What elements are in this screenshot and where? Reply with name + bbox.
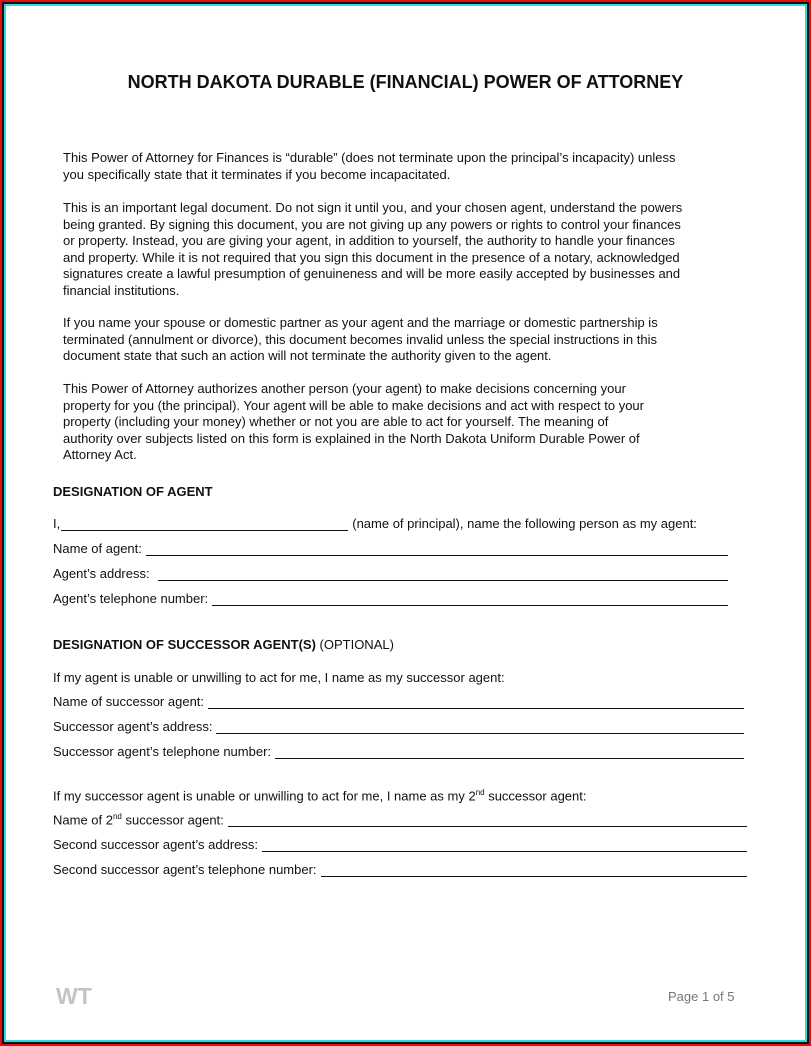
intro2-text-end: successor agent: [484, 788, 587, 804]
paragraph-line: document state that such an action will not terminate the authority given to the agent. [63, 348, 552, 363]
principal-suffix: (name of principal), name the following person as my agent: [352, 516, 697, 531]
successor-phone-field[interactable] [275, 746, 744, 759]
agent-phone-label: Agent’s telephone number: [53, 591, 209, 606]
page-number: Page 1 of 5 [668, 989, 735, 1004]
paragraph-line: and property. While it is not required that you sign this document in the presence of a notary, acknowledged [63, 249, 680, 265]
document-title: NORTH DAKOTA DURABLE (FINANCIAL) POWER OF ATTORNEY [127, 72, 684, 92]
successor-phone-label: Successor agent’s telephone number: [53, 744, 272, 759]
second-successor-name-label [53, 812, 224, 827]
instruction-paragraph [63, 381, 763, 464]
second-successor-phone-field[interactable] [321, 864, 747, 877]
second-successor-address-field[interactable] [262, 839, 747, 852]
paragraph-line: Attorney Act. [63, 447, 137, 462]
second-successor-name-row [53, 812, 747, 827]
paragraph-line: terminated (annulment or divorce), this document becomes invalid unless the special instructions in this [63, 331, 657, 347]
principal-prefix: I, [53, 516, 61, 531]
paragraph-line: If you name your spouse or domestic partner as your agent and the marriage or domestic partnership is [63, 315, 658, 330]
successor-name-row [53, 694, 744, 709]
intro2-text: If my successor agent is unable or unwilling to act for me, I name as my 2 [53, 788, 476, 804]
name2-text-end: successor agent: [121, 812, 224, 828]
wt-logo: WT [56, 983, 92, 1009]
successor-heading [53, 637, 394, 652]
successor-address-field[interactable] [216, 721, 744, 734]
instruction-paragraph [63, 200, 763, 299]
paragraph-line: This Power of Attorney authorizes another person (your agent) to make decisions concerning your [63, 381, 626, 396]
successor-address-row [53, 719, 744, 734]
agent-name-field[interactable] [146, 543, 728, 556]
successor-name-field[interactable] [208, 696, 744, 709]
agent-phone-row [53, 591, 728, 606]
name2-text: Name of 2 [53, 812, 113, 828]
paragraph-line: being granted. By signing this document, you are not giving up any powers or rights to control your finances [63, 216, 681, 232]
second-successor-phone-label: Second successor agent’s telephone number: [53, 862, 317, 877]
instruction-paragraph [63, 315, 763, 365]
name2-sup: nd [112, 812, 122, 821]
agent-name-label: Name of agent: [53, 541, 142, 556]
successor-heading-text: DESIGNATION OF SUCCESSOR AGENT(S) [53, 637, 316, 652]
successor-phone-row [53, 744, 744, 759]
paragraph-line: signatures create a lawful presumption of genuineness and will be more easily accepted by businesses and [63, 266, 681, 281]
principal-name-field[interactable] [61, 518, 348, 531]
paragraph-line: This is an important legal document. Do not sign it until you, and your chosen agent, understand the powers [63, 200, 683, 215]
successor-address-label: Successor agent’s address: [53, 719, 213, 734]
paragraph-line: or property. Instead, you are giving your agent, in addition to yourself, the authority to handle your finances [63, 233, 675, 248]
agent-heading: DESIGNATION OF AGENT [53, 484, 213, 499]
agent-phone-field[interactable] [212, 593, 728, 606]
intro2-sup: nd [475, 788, 485, 797]
agent-address-field[interactable] [158, 568, 728, 581]
successor-name-label: Name of successor agent: [53, 694, 205, 709]
paragraph-line: This Power of Attorney for Finances is “durable” (does not terminate upon the principal’s incapacity) unless [63, 150, 676, 165]
successor-intro: If my agent is unable or unwilling to act for me, I name as my successor agent: [53, 670, 505, 685]
paragraph-line: you specifically state that it terminates if you become incapacitated. [63, 166, 451, 182]
second-successor-phone-row [53, 862, 747, 877]
second-successor-address-row [53, 837, 747, 852]
second-successor-name-field[interactable] [228, 814, 747, 827]
paragraph-line: authority over subjects listed on this form is explained in the North Dakota Uniform Durable Power of [63, 430, 640, 446]
agent-name-row [53, 541, 728, 556]
instruction-paragraph [63, 150, 763, 183]
agent-address-row [53, 566, 728, 581]
agent-address-label: Agent’s address: [53, 566, 150, 581]
second-successor-address-label: Second successor agent’s address: [53, 837, 258, 852]
optional-note: (OPTIONAL) [319, 637, 394, 652]
second-successor-intro [53, 788, 586, 803]
paragraph-line: financial institutions. [63, 282, 180, 298]
paragraph-line: property (including your money) whether or not you are able to act for yourself. The meaning of [63, 414, 609, 429]
principal-row [53, 516, 697, 531]
paragraph-line: property for you (the principal). Your agent will be able to make decisions and act with respect to your [63, 397, 644, 413]
